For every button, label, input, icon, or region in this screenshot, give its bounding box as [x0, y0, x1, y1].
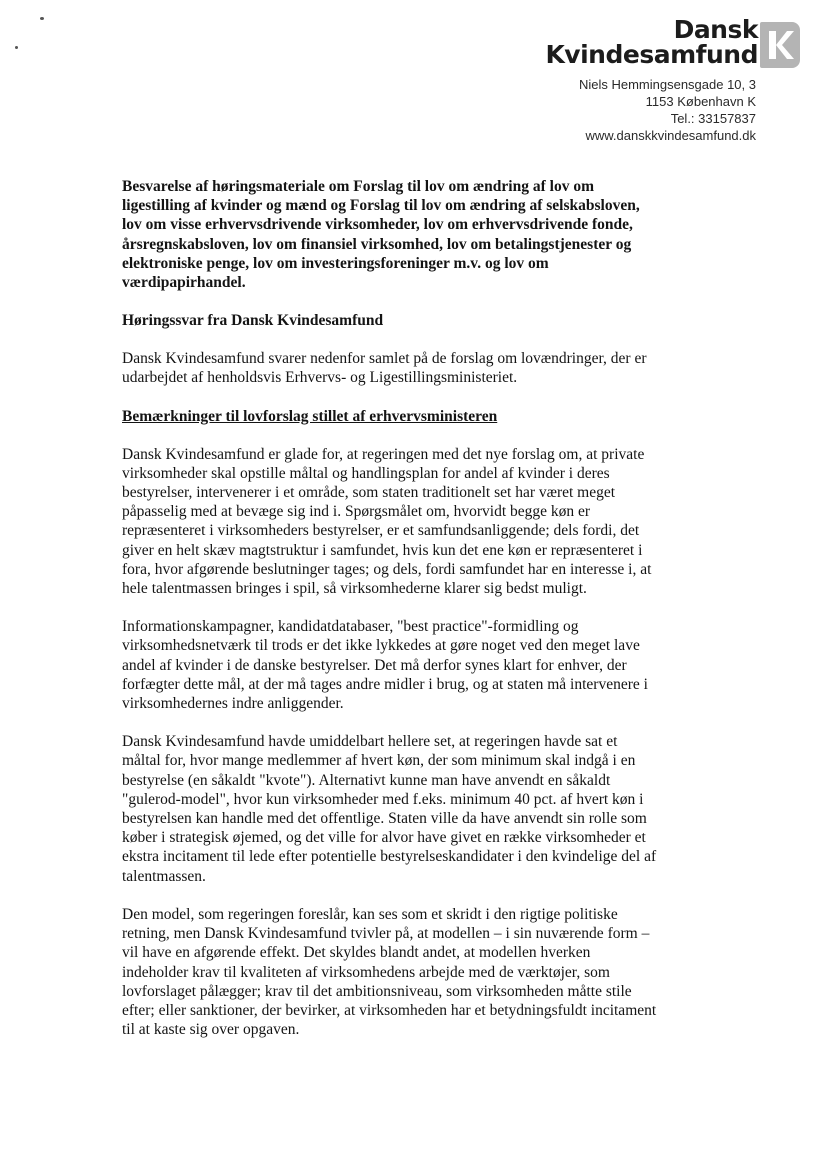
sender-address	[579, 76, 756, 144]
text-line: bestyrelsen kan handle med det offentlige. Staten ville da have anvendt sin rolle som	[122, 810, 647, 828]
text-line: efter; eller sanktioner, der bevirker, at virksomheden har et betydningsfuldt incitament	[122, 1001, 657, 1019]
address-street: Niels Hemmingsensgade 10, 3	[578, 77, 756, 92]
title-line: værdipapirhandel.	[122, 274, 246, 292]
address-phone: Tel.: 33157837	[670, 111, 756, 126]
text-line: giver en helt skæv magtstruktur i samfundet, hvis kun det ene køn er repræsenteret i	[122, 541, 643, 559]
text-line: indeholder krav til kvaliteten af virksomhedens arbejde med de værktøjer, som	[122, 963, 610, 981]
text-line: Informationskampagner, kandidatdatabaser, "best practice"-formidling og	[122, 618, 579, 636]
scan-speck	[15, 46, 18, 49]
logo-line-2: Kvindesamfund	[545, 40, 758, 69]
text-line: Dansk Kvindesamfund svarer nedenfor samlet på de forslag om lovændringer, der er	[122, 350, 647, 368]
text-line: forfægter dette mål, at der må tages andre midler i brug, og at staten må intervenere i	[122, 675, 648, 693]
text-line: lovforslaget pålægger; krav til det ambitionsniveau, som virksomheden måtte stile	[122, 982, 632, 1000]
text-line: Dansk Kvindesamfund er glade for, at regeringen med det nye forslag om, at private	[122, 445, 645, 463]
body-paragraph	[122, 905, 712, 1039]
text-line: talentmassen.	[122, 867, 206, 885]
logo-line-1: Dansk	[673, 15, 758, 44]
text-line: retning, men Dansk Kvindesamfund tvivler på, at modellen – i sin nuværende form –	[122, 925, 650, 943]
intro-paragraph	[122, 349, 712, 387]
document-title	[122, 177, 712, 292]
text-line: hele talentmassen bringes i spil, så virksomhederne klarer sig bedst muligt.	[122, 580, 587, 598]
document-subtitle: Høringssvar fra Dansk Kvindesamfund	[122, 312, 384, 330]
text-line: repræsenteret i virksomheders bestyrelser, er et samfundsanliggende; dels fordi, det	[122, 522, 640, 540]
text-line: bestyrelse (en såkaldt "kvote"). Alternativt kunne man have anvendt en såkaldt	[122, 771, 611, 789]
text-line: måltal for, hvor mange medlemmer af hvert køn, der som minimum skal indgå i en	[122, 752, 636, 770]
text-line: virksomhedsnetværk til trods er det ikke lykkedes at gøre noget ved den meget lave	[122, 637, 640, 655]
text-line: Den model, som regeringen foreslår, kan ses som et skridt i den rigtige politiske	[122, 905, 618, 923]
title-line: lov om visse erhvervsdrivende virksomheder, lov om erhvervsdrivende fonde,	[122, 216, 633, 234]
text-line: udarbejdet af henholdsvis Erhvervs- og Ligestillingsministeriet.	[122, 369, 518, 387]
text-line: virksomhedernes indre anliggender.	[122, 695, 344, 713]
body-paragraph	[122, 445, 712, 599]
body-paragraph	[122, 732, 712, 886]
text-line: Dansk Kvindesamfund havde umiddelbart hellere set, at regeringen havde sat et	[122, 733, 618, 751]
text-line: ekstra incitament til lede efter potentielle bestyrelseskandidater i den kvindelige del af	[122, 848, 657, 866]
letter-body	[122, 177, 712, 1039]
text-line: til at kaste sig over opgaven.	[122, 1021, 300, 1039]
scan-speck	[40, 17, 44, 20]
section-heading: Bemærkninger til lovforslag stillet af erhvervsministeren	[122, 407, 498, 425]
text-line: virksomheder skal opstille måltal og handlingsplan for andel af kvinder i deres	[122, 464, 610, 482]
text-line: bestyrelser, intervenerer i et område, som staten traditionelt set har været meget	[122, 484, 616, 502]
title-line: Besvarelse af høringsmateriale om Forslag til lov om ændring af lov om	[122, 178, 594, 195]
address-city: 1153 København K	[645, 94, 756, 109]
text-line: fora, hvor afgørende beslutninger tages; og dels, fordi samfundet har en interesse i, at	[122, 560, 652, 578]
text-line: andel af kvinder i de danske bestyrelser. Det må derfor synes klart for enhver, der	[122, 656, 627, 674]
logo-k-icon	[760, 22, 800, 68]
organization-logo	[545, 15, 800, 69]
address-website: www.danskkvindesamfund.dk	[585, 128, 756, 143]
body-paragraph	[122, 617, 712, 713]
text-line: vil have en afgørende effekt. Det skyldes blandt andet, at modellen hverken	[122, 944, 591, 962]
text-line: påpasselig med at bevæge sig ind i. Spørgsmålet om, hvorvidt begge køn er	[122, 503, 591, 521]
logo-wordmark	[545, 15, 758, 69]
text-line: køber i strategisk øjemed, og det ville for alvor have givet en række virksomheder et	[122, 829, 646, 847]
title-line: ligestilling af kvinder og mænd og Forslag til lov om ændring af selskabsloven,	[122, 197, 640, 215]
text-line: "gulerod-model", hvor kun virksomheder med f.eks. minimum 40 pct. af hvert køn i	[122, 790, 644, 808]
title-line: elektroniske penge, lov om investeringsforeninger m.v. og lov om	[122, 254, 549, 272]
title-line: årsregnskabsloven, lov om finansiel virksomhed, lov om betalingstjenester og	[122, 235, 632, 253]
